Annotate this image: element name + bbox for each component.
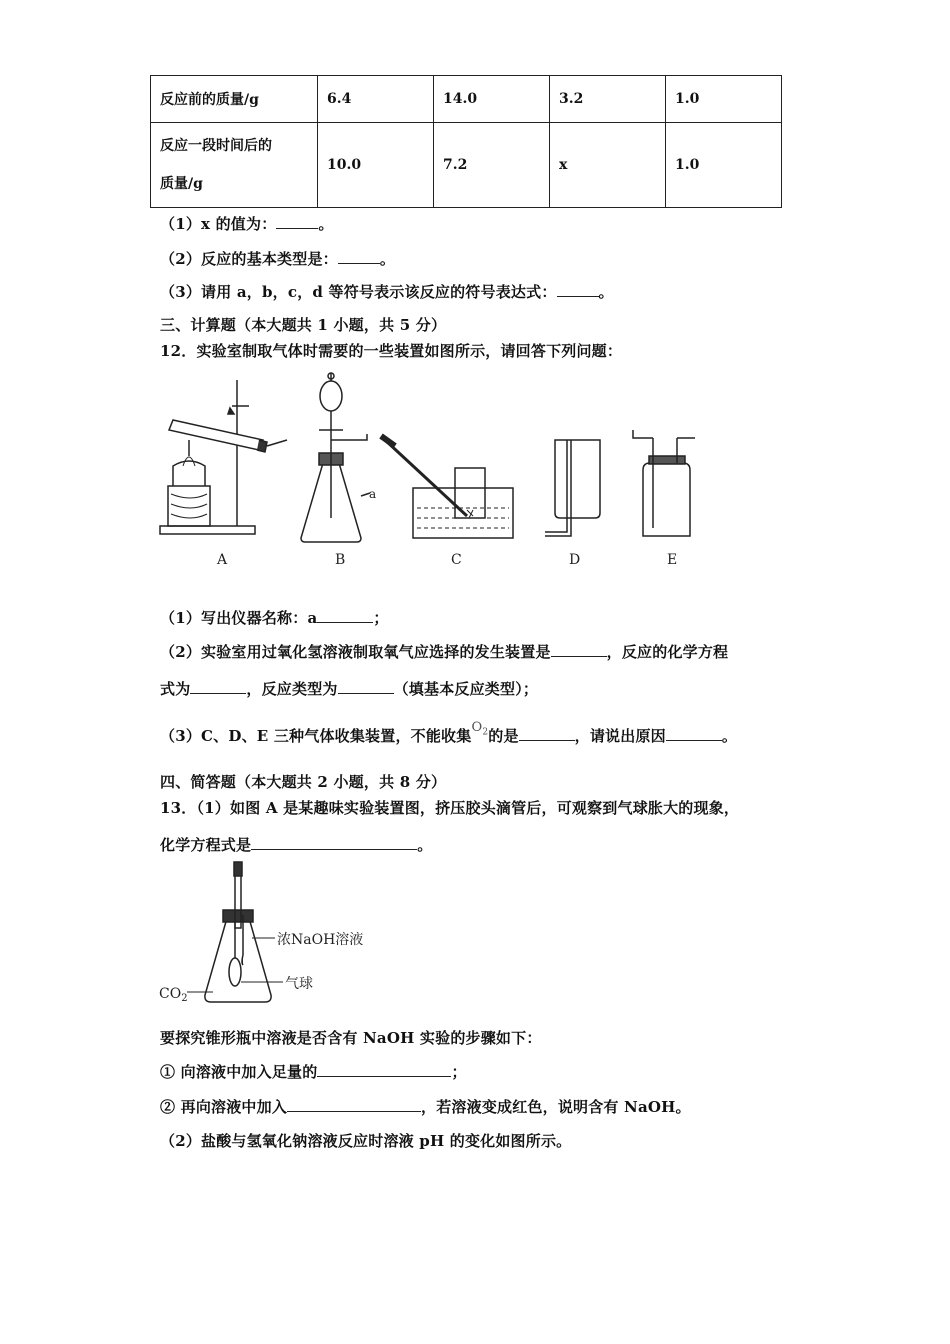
q12-sub1-end: ； (373, 609, 389, 627)
q13-step2 (160, 1096, 691, 1117)
q13-line2 (160, 834, 432, 855)
q11-sub2-text: （2）反应的基本类型是： (160, 250, 338, 268)
gas-apparatus-figure (155, 368, 715, 578)
row-label-before: 反应前的质量/g (151, 76, 318, 123)
section-4-heading: 四、简答题（本大题共 2 小题，共 8 分） (160, 773, 447, 791)
q12-sub3 (160, 720, 738, 748)
naoh-balloon-figure (155, 860, 395, 1010)
answer-blank[interactable] (287, 1097, 421, 1112)
q11-sub2 (160, 248, 395, 269)
q12-sub1-text: （1）写出仪器名称：a (160, 609, 318, 627)
q13-step1 (160, 1061, 467, 1082)
q11-sub2-end: 。 (379, 250, 396, 268)
oxygen-formula (471, 720, 489, 738)
q12-sub1 (160, 607, 389, 628)
co2-symbol: CO (159, 986, 182, 1002)
q12-sub2-line2 (160, 678, 538, 699)
q12-sub2-line2-b: ，反应类型为 (246, 680, 338, 698)
answer-blank[interactable] (317, 608, 373, 623)
section-3-heading: 三、计算题（本大题共 1 小题，共 5 分） (160, 316, 447, 334)
table-cell: 7.2 (434, 123, 550, 208)
q11-sub3-text: （3）请用 a，b，c，d 等符号表示该反应的符号表达式： (160, 283, 557, 301)
q13-line2-text: 化学方程式是 (160, 836, 252, 854)
answer-blank[interactable] (317, 1062, 451, 1077)
q11-sub1 (160, 213, 334, 234)
q11-sub1-end: 。 (318, 215, 334, 233)
q12-sub2-text-end: ，反应的化学方程 (606, 643, 729, 661)
apparatus-a (160, 380, 287, 534)
q11-sub1-text: （1）x 的值为： (160, 215, 277, 233)
oxygen-subscript: 2 (482, 727, 489, 738)
row-label-after-line1: 反应一段时间后的 (160, 138, 272, 154)
mass-table (150, 75, 782, 208)
q13-line2-end: 。 (417, 836, 433, 854)
answer-blank[interactable] (276, 214, 318, 229)
row-label-after (151, 123, 318, 208)
q12-sub3-d: 。 (721, 727, 738, 745)
answer-blank[interactable] (519, 726, 575, 741)
q12-sub2-line2-c: （填基本反应类型）； (393, 680, 539, 698)
table-cell: 14.0 (434, 76, 550, 123)
q11-sub3-end: 。 (598, 283, 614, 301)
table-cell: 6.4 (318, 76, 434, 123)
q13-steps-intro: 要探究锥形瓶中溶液是否含有 NaOH 实验的步骤如下： (160, 1029, 542, 1047)
q12-sub2-text: （2）实验室用过氧化氢溶液制取氧气应选择的发生装置是 (160, 643, 551, 661)
q13-step2-end: ，若溶液变成红色，说明含有 NaOH。 (421, 1098, 691, 1116)
label-e: E (667, 552, 678, 568)
table-cell: 3.2 (550, 76, 666, 123)
oxygen-symbol: O (471, 720, 483, 735)
label-d: D (569, 552, 581, 568)
apparatus-d (545, 440, 600, 536)
co2-label (159, 986, 188, 1004)
apparatus-b (301, 373, 370, 542)
label-c: C (451, 552, 462, 568)
q13-sub2: （2）盐酸与氢氧化钠溶液反应时溶液 pH 的变化如图所示。 (160, 1132, 572, 1150)
apparatus-e (633, 430, 695, 536)
q12-stem: 12．实验室制取气体时需要的一些装置如图所示，请回答下列问题： (160, 342, 623, 360)
answer-blank[interactable] (190, 679, 246, 694)
row-label-after-line2: 质量/g (160, 176, 203, 192)
q13-step2-text: ② 再向溶液中加入 (160, 1098, 288, 1116)
q11-sub3 (160, 281, 614, 302)
balloon-label: 气球 (285, 976, 313, 992)
q12-sub2-line1 (160, 641, 728, 662)
answer-blank[interactable] (251, 835, 417, 850)
label-a: A (217, 552, 228, 568)
part-a-label: a (369, 487, 377, 501)
answer-blank[interactable] (338, 249, 380, 264)
q12-sub3-a: （3）C、D、E 三种气体收集装置，不能收集 (160, 727, 472, 745)
apparatus-c (381, 436, 513, 538)
co2-subscript: 2 (181, 993, 188, 1004)
table-cell: 1.0 (666, 76, 782, 123)
answer-blank[interactable] (551, 642, 607, 657)
table-cell: 10.0 (318, 123, 434, 208)
table-cell: x (550, 123, 666, 208)
naoh-label: 浓NaOH溶液 (277, 932, 364, 948)
q13-line1: 13．（1）如图 A 是某趣味实验装置图，挤压胶头滴管后，可观察到气球胀大的现象， (160, 799, 740, 817)
q12-sub2-line2-a: 式为 (160, 680, 191, 698)
q12-sub3-b: 的是 (488, 727, 519, 745)
answer-blank[interactable] (338, 679, 394, 694)
q13-step1-end: ； (451, 1063, 467, 1081)
label-b: B (335, 552, 346, 568)
answer-blank[interactable] (666, 726, 722, 741)
q13-step1-text: ① 向溶液中加入足量的 (160, 1063, 318, 1081)
answer-blank[interactable] (557, 282, 599, 297)
table-cell: 1.0 (666, 123, 782, 208)
q12-sub3-c: ，请说出原因 (574, 727, 666, 745)
